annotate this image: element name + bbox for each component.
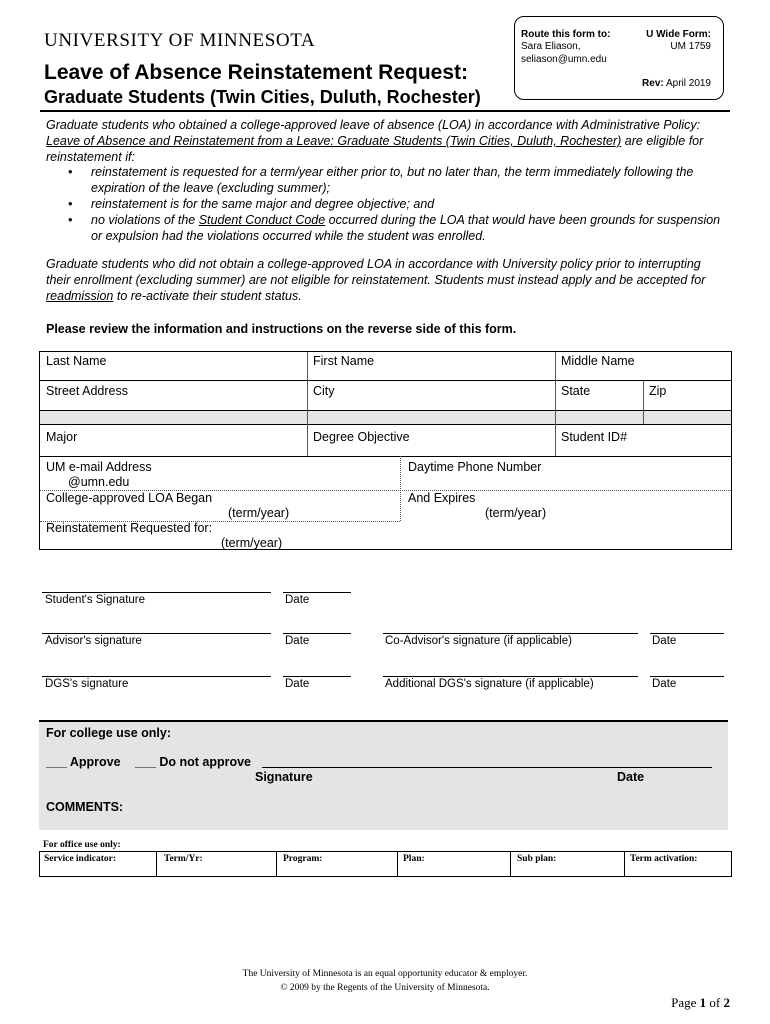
degree-objective-field[interactable]: Degree Objective [313, 430, 410, 444]
term-year-hint: (term/year) [485, 506, 547, 520]
dgs-signature-label: DGS's signature [45, 678, 129, 690]
intro-paragraph-1: Graduate students who obtained a college-approved leave of absence (LOA) in accordance with Administrative Policy: Leave of Absence and Reinstatement from a Leave: Graduate Students (Twin Cities, Duluth, Rochester) are eligible for reinstatement if: [46, 118, 704, 164]
college-use-heading: For college use only: [46, 726, 172, 740]
student-id-field[interactable]: Student ID# [561, 430, 628, 444]
uwide-heading: U Wide Form: [646, 29, 711, 40]
col-divider [510, 852, 511, 876]
coadvisor-signature-line[interactable] [383, 633, 638, 634]
bullet-dot: • [68, 213, 73, 227]
date-line[interactable] [283, 592, 351, 593]
bullet-item-1: reinstatement is requested for a term/year either prior to, but no later than, the term immediately following the expiration of the leave (excluding summer); [91, 165, 694, 195]
row-divider [40, 380, 731, 381]
city-field[interactable]: City [313, 384, 335, 398]
additional-dgs-signature-label: Additional DGS's signature (if applicable) [385, 678, 594, 690]
form-title: Leave of Absence Reinstatement Request: [44, 61, 469, 84]
not-approve-option[interactable]: ___ Do not approve [135, 755, 251, 769]
student-signature-label: Student's Signature [45, 594, 146, 606]
term-year-hint: (term/year) [221, 536, 283, 550]
service-indicator-cell[interactable]: Service indicator: [44, 854, 117, 864]
advisor-signature-label: Advisor's signature [45, 635, 142, 647]
first-name-field[interactable]: First Name [313, 354, 375, 368]
reinstatement-term-field[interactable]: Reinstatement Requested for: [46, 521, 213, 535]
date-label: Date [652, 678, 677, 690]
col-divider-dotted [400, 456, 401, 521]
col-divider [555, 352, 556, 424]
middle-name-field[interactable]: Middle Name [561, 354, 635, 368]
col-divider [643, 380, 644, 424]
last-name-field[interactable]: Last Name [46, 354, 107, 368]
readmission-link[interactable]: readmission [46, 289, 114, 303]
routing-box [514, 16, 724, 100]
term-activation-cell[interactable]: Term activation: [630, 854, 698, 864]
coadvisor-signature-label: Co-Advisor's signature (if applicable) [385, 635, 572, 647]
student-signature-line[interactable] [42, 592, 271, 593]
program-cell[interactable]: Program: [283, 854, 323, 864]
revision-date: Rev: April 2019 [642, 78, 711, 89]
date-line[interactable] [650, 676, 724, 677]
bullet-dot: • [68, 165, 73, 179]
college-signature-label: Signature [255, 770, 313, 784]
col-divider [624, 852, 625, 876]
route-heading: Route this form to: [521, 29, 611, 40]
dgs-signature-line[interactable] [42, 676, 271, 677]
page-number: Page 1 of 2 [671, 995, 730, 1010]
form-subtitle: Graduate Students (Twin Cities, Duluth, Rochester) [44, 87, 481, 107]
sub-plan-cell[interactable]: Sub plan: [517, 854, 557, 864]
row-divider [40, 456, 731, 457]
col-divider [307, 424, 308, 456]
col-divider [276, 852, 277, 876]
copyright-notice: © 2009 by the Regents of the University of Minnesota. [280, 983, 490, 993]
comments-label: COMMENTS: [46, 800, 124, 814]
col-divider [307, 352, 308, 424]
col-divider [156, 852, 157, 876]
date-line[interactable] [283, 633, 351, 634]
bullet-item-2: reinstatement is for the same major and degree objective; and [91, 197, 435, 211]
term-yr-cell[interactable]: Term/Yr: [164, 854, 203, 864]
office-use-heading: For office use only: [43, 840, 121, 850]
zip-field[interactable]: Zip [649, 384, 667, 398]
bullet-dot: • [68, 197, 73, 211]
date-label: Date [285, 635, 310, 647]
email-field[interactable]: UM e-mail Address [46, 460, 152, 474]
col-divider [397, 852, 398, 876]
term-year-hint: (term/year) [228, 506, 290, 520]
row-divider [40, 424, 731, 425]
additional-dgs-signature-line[interactable] [383, 676, 638, 677]
header-rule [40, 110, 730, 112]
loa-expires-field[interactable]: And Expires [408, 491, 476, 505]
date-line[interactable] [650, 633, 724, 634]
col-divider [555, 424, 556, 456]
date-label: Date [652, 635, 677, 647]
street-address-field[interactable]: Street Address [46, 384, 128, 398]
route-name: Sara Eliason, [521, 41, 581, 52]
loa-began-field[interactable]: College-approved LOA Began [46, 491, 213, 505]
date-label: Date [285, 594, 310, 606]
phone-field[interactable]: Daytime Phone Number [408, 460, 542, 474]
student-info-form [39, 351, 732, 550]
university-name: UNIVERSITY OF MINNESOTA [44, 30, 316, 51]
intro-paragraph-2: Graduate students who did not obtain a college-approved LOA in accordance with University policy prior to interrupting their enrollment (excluding summer) are not eligible for reinstatement. Students must instead apply and be accepted for readmission to re-activate their student status. [46, 257, 706, 303]
loa-policy-link[interactable]: Leave of Absence and Reinstatement from a Leave: Graduate Students (Twin Cities, Duluth, Rochester) [46, 134, 622, 148]
office-use-table [39, 851, 732, 877]
uwide-number: UM 1759 [670, 41, 711, 52]
review-instructions: Please review the information and instructions on the reverse side of this form. [46, 322, 517, 336]
route-email: seliason@umn.edu [521, 54, 607, 65]
state-field[interactable]: State [561, 384, 591, 398]
row-divider [40, 410, 731, 411]
date-label: Date [285, 678, 310, 690]
gray-band [40, 410, 731, 424]
conduct-code-link[interactable]: Student Conduct Code [198, 213, 326, 227]
major-field[interactable]: Major [46, 430, 78, 444]
date-line[interactable] [283, 676, 351, 677]
college-date-label: Date [617, 770, 645, 784]
approve-option[interactable]: ___ Approve [46, 755, 121, 769]
college-use-section [39, 720, 728, 830]
advisor-signature-line[interactable] [42, 633, 271, 634]
equal-opportunity-statement: The University of Minnesota is an equal opportunity educator & employer. [242, 969, 528, 979]
college-signature-line[interactable] [262, 767, 712, 768]
email-domain: @umn.edu [68, 475, 130, 489]
plan-cell[interactable]: Plan: [403, 854, 425, 864]
bullet-item-3: no violations of the Student Conduct Code occurred during the LOA that would have been grounds for suspension or expulsion had the violations occurred while the student was enrolled. [91, 213, 721, 243]
